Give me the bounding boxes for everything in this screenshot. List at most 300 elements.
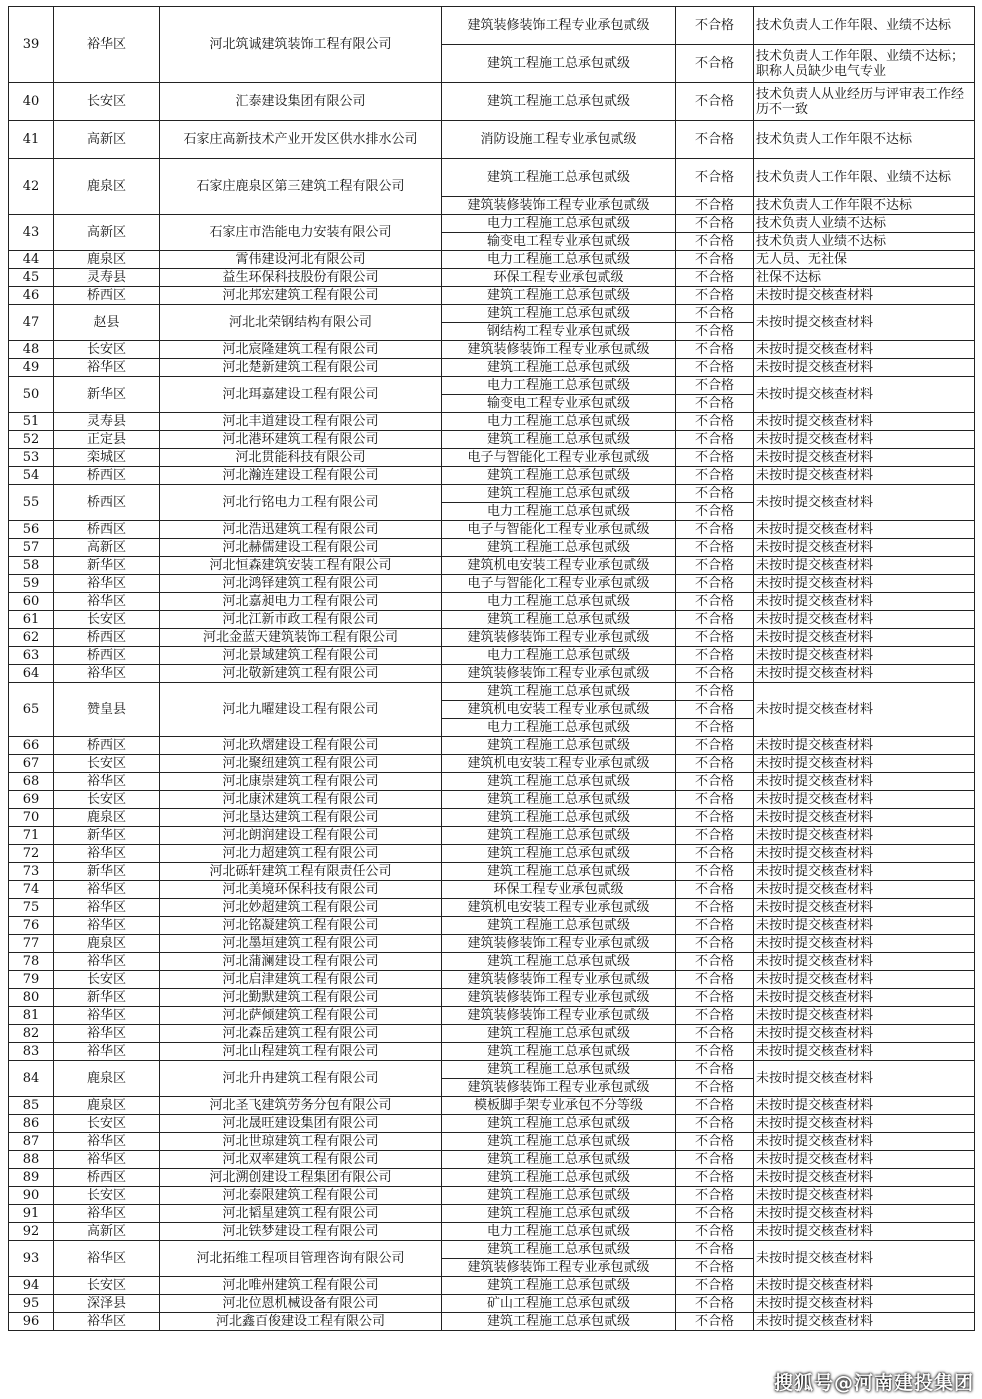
qualification-cell: 矿山工程施工总承包贰级 <box>442 1295 676 1313</box>
table-row <box>9 467 975 485</box>
table-row <box>9 1151 975 1169</box>
district-cell: 高新区 <box>54 1223 160 1241</box>
district-cell: 裕华区 <box>54 359 160 377</box>
table-row <box>9 593 975 611</box>
qualification-cell: 电子与智能化工程专业承包贰级 <box>442 449 676 467</box>
district-cell: 深泽县 <box>54 1295 160 1313</box>
row-number: 96 <box>9 1313 54 1331</box>
qualification-cell: 建筑工程施工总承包贰级 <box>442 1169 676 1187</box>
reason-cell: 未按时提交核查材料 <box>754 1007 975 1025</box>
table-row <box>9 341 975 359</box>
district-cell: 裕华区 <box>54 881 160 899</box>
company-name-cell: 河北萨倾建筑工程有限公司 <box>160 1007 442 1025</box>
reason-cell: 未按时提交核查材料 <box>754 845 975 863</box>
result-cell: 不合格 <box>676 159 754 197</box>
table-row <box>9 1295 975 1313</box>
table-row <box>9 953 975 971</box>
result-cell: 不合格 <box>676 467 754 485</box>
qualification-cell: 建筑工程施工总承包贰级 <box>442 1205 676 1223</box>
table-row <box>9 539 975 557</box>
reason-cell: 未按时提交核查材料 <box>754 1025 975 1043</box>
row-number: 61 <box>9 611 54 629</box>
row-number: 82 <box>9 1025 54 1043</box>
company-name-cell: 河北勤默建筑工程有限公司 <box>160 989 442 1007</box>
reason-cell: 未按时提交核查材料 <box>754 359 975 377</box>
table-row <box>9 1277 975 1295</box>
qualification-cell: 钢结构工程专业承包贰级 <box>442 323 676 341</box>
reason-cell: 未按时提交核查材料 <box>754 989 975 1007</box>
district-cell: 裕华区 <box>54 1043 160 1061</box>
row-number: 55 <box>9 485 54 521</box>
district-cell: 裕华区 <box>54 1241 160 1277</box>
table-row <box>9 269 975 287</box>
qualification-cell: 建筑工程施工总承包贰级 <box>442 827 676 845</box>
result-cell: 不合格 <box>676 1115 754 1133</box>
company-name-cell: 河北筑诚建筑装饰工程有限公司 <box>160 7 442 83</box>
district-cell: 桥西区 <box>54 629 160 647</box>
row-number: 43 <box>9 215 54 251</box>
row-number: 64 <box>9 665 54 683</box>
result-cell: 不合格 <box>676 1151 754 1169</box>
reason-cell: 未按时提交核查材料 <box>754 305 975 341</box>
reason-cell: 未按时提交核查材料 <box>754 1313 975 1331</box>
company-name-cell: 河北美境环保科技有限公司 <box>160 881 442 899</box>
qualification-cell: 建筑工程施工总承包贰级 <box>442 737 676 755</box>
result-cell: 不合格 <box>676 323 754 341</box>
result-cell: 不合格 <box>676 359 754 377</box>
row-number: 45 <box>9 269 54 287</box>
district-cell: 裕华区 <box>54 845 160 863</box>
qualification-cell: 建筑机电安装工程专业承包贰级 <box>442 701 676 719</box>
result-cell: 不合格 <box>676 305 754 323</box>
result-cell: 不合格 <box>676 683 754 701</box>
table-row <box>9 611 975 629</box>
result-cell: 不合格 <box>676 737 754 755</box>
table-row <box>9 575 975 593</box>
district-cell: 桥西区 <box>54 467 160 485</box>
qualification-cell: 建筑机电安装工程专业承包贰级 <box>442 899 676 917</box>
table-row <box>9 305 975 323</box>
row-number: 84 <box>9 1061 54 1097</box>
qualification-cell: 建筑工程施工总承包贰级 <box>442 83 676 121</box>
reason-cell: 未按时提交核查材料 <box>754 755 975 773</box>
district-cell: 高新区 <box>54 215 160 251</box>
reason-cell: 未按时提交核查材料 <box>754 1241 975 1277</box>
result-cell: 不合格 <box>676 1313 754 1331</box>
result-cell: 不合格 <box>676 719 754 737</box>
reason-cell: 未按时提交核查材料 <box>754 593 975 611</box>
qualification-cell: 建筑工程施工总承包贰级 <box>442 45 676 83</box>
qualification-cell: 建筑装修装饰工程专业承包贰级 <box>442 1079 676 1097</box>
reason-cell: 未按时提交核查材料 <box>754 377 975 413</box>
district-cell: 长安区 <box>54 1115 160 1133</box>
district-cell: 新华区 <box>54 557 160 575</box>
qualification-cell: 电力工程施工总承包贰级 <box>442 1223 676 1241</box>
result-cell: 不合格 <box>676 1277 754 1295</box>
qualification-cell: 建筑工程施工总承包贰级 <box>442 917 676 935</box>
row-number: 49 <box>9 359 54 377</box>
company-name-cell: 河北世琼建筑工程有限公司 <box>160 1133 442 1151</box>
result-cell: 不合格 <box>676 449 754 467</box>
company-name-cell: 河北朗润建设工程有限公司 <box>160 827 442 845</box>
district-cell: 裕华区 <box>54 917 160 935</box>
row-number: 56 <box>9 521 54 539</box>
result-cell: 不合格 <box>676 935 754 953</box>
company-name-cell: 河北丰道建设工程有限公司 <box>160 413 442 431</box>
result-cell: 不合格 <box>676 1187 754 1205</box>
reason-cell: 未按时提交核查材料 <box>754 341 975 359</box>
reason-cell: 未按时提交核查材料 <box>754 575 975 593</box>
district-cell: 裕华区 <box>54 7 160 83</box>
company-name-cell: 河北楚新建筑工程有限公司 <box>160 359 442 377</box>
company-name-cell: 河北溯创建设工程集团有限公司 <box>160 1169 442 1187</box>
table-row <box>9 863 975 881</box>
table-row <box>9 827 975 845</box>
qualification-cell: 建筑工程施工总承包贰级 <box>442 1115 676 1133</box>
reason-cell: 未按时提交核查材料 <box>754 1223 975 1241</box>
district-cell: 灵寿县 <box>54 269 160 287</box>
qualification-cell: 环保工程专业承包贰级 <box>442 881 676 899</box>
qualification-cell: 电力工程施工总承包贰级 <box>442 719 676 737</box>
row-number: 87 <box>9 1133 54 1151</box>
table-body <box>9 7 975 1331</box>
company-name-cell: 河北江新市政工程有限公司 <box>160 611 442 629</box>
result-cell: 不合格 <box>676 1223 754 1241</box>
result-cell: 不合格 <box>676 1079 754 1097</box>
reason-cell: 未按时提交核查材料 <box>754 557 975 575</box>
table-row <box>9 121 975 159</box>
company-name-cell: 河北圣飞建筑劳务分包有限公司 <box>160 1097 442 1115</box>
result-cell: 不合格 <box>676 485 754 503</box>
result-cell: 不合格 <box>676 1133 754 1151</box>
table-row <box>9 159 975 197</box>
table-row <box>9 431 975 449</box>
table-row <box>9 557 975 575</box>
district-cell: 赵县 <box>54 305 160 341</box>
result-cell: 不合格 <box>676 791 754 809</box>
result-cell: 不合格 <box>676 7 754 45</box>
table-row <box>9 1169 975 1187</box>
district-cell: 桥西区 <box>54 737 160 755</box>
result-cell: 不合格 <box>676 269 754 287</box>
company-name-cell: 河北景域建筑工程有限公司 <box>160 647 442 665</box>
result-cell: 不合格 <box>676 197 754 215</box>
district-cell: 长安区 <box>54 755 160 773</box>
district-cell: 裕华区 <box>54 1025 160 1043</box>
qualification-cell: 建筑工程施工总承包贰级 <box>442 1187 676 1205</box>
qualification-cell: 建筑装修装饰工程专业承包贰级 <box>442 989 676 1007</box>
district-cell: 裕华区 <box>54 575 160 593</box>
table-row <box>9 377 975 395</box>
qualification-cell: 建筑工程施工总承包贰级 <box>442 485 676 503</box>
company-name-cell: 河北森岳建筑工程有限公司 <box>160 1025 442 1043</box>
qualification-cell: 电子与智能化工程专业承包贰级 <box>442 575 676 593</box>
company-name-cell: 河北贯能科技有限公司 <box>160 449 442 467</box>
result-cell: 不合格 <box>676 413 754 431</box>
result-cell: 不合格 <box>676 971 754 989</box>
reason-cell: 社保不达标 <box>754 269 975 287</box>
district-cell: 裕华区 <box>54 773 160 791</box>
result-cell: 不合格 <box>676 953 754 971</box>
reason-cell: 技术负责人工作年限不达标 <box>754 197 975 215</box>
qualification-cell: 建筑工程施工总承包贰级 <box>442 953 676 971</box>
qualification-cell: 建筑工程施工总承包贰级 <box>442 1061 676 1079</box>
row-number: 91 <box>9 1205 54 1223</box>
row-number: 53 <box>9 449 54 467</box>
reason-cell: 技术负责人工作年限、业绩不达标 <box>754 7 975 45</box>
reason-cell: 未按时提交核查材料 <box>754 629 975 647</box>
row-number: 75 <box>9 899 54 917</box>
result-cell: 不合格 <box>676 121 754 159</box>
table-row <box>9 1223 975 1241</box>
reason-cell: 未按时提交核查材料 <box>754 539 975 557</box>
table-row <box>9 287 975 305</box>
qualification-cell: 建筑工程施工总承包贰级 <box>442 1277 676 1295</box>
row-number: 40 <box>9 83 54 121</box>
reason-cell: 未按时提交核查材料 <box>754 413 975 431</box>
result-cell: 不合格 <box>676 287 754 305</box>
company-name-cell: 河北砾轩建筑工程有限责任公司 <box>160 863 442 881</box>
qualification-cell: 建筑工程施工总承包贰级 <box>442 467 676 485</box>
reason-cell: 技术负责人从业经历与评审表工作经历不一致 <box>754 83 975 121</box>
company-name-cell: 河北蒲澜建设工程有限公司 <box>160 953 442 971</box>
reason-cell: 未按时提交核查材料 <box>754 1295 975 1313</box>
company-name-cell: 河北玖熠建设工程有限公司 <box>160 737 442 755</box>
row-number: 80 <box>9 989 54 1007</box>
row-number: 78 <box>9 953 54 971</box>
qualification-cell: 建筑装修装饰工程专业承包贰级 <box>442 1259 676 1277</box>
company-name-cell: 河北恒森建筑安装工程有限公司 <box>160 557 442 575</box>
result-cell: 不合格 <box>676 1061 754 1079</box>
reason-cell: 未按时提交核查材料 <box>754 737 975 755</box>
qualification-cell: 模板脚手架专业承包不分等级 <box>442 1097 676 1115</box>
company-name-cell: 河北九曜建设工程有限公司 <box>160 683 442 737</box>
result-cell: 不合格 <box>676 881 754 899</box>
table-row <box>9 1205 975 1223</box>
company-name-cell: 河北拓维工程项目管理咨询有限公司 <box>160 1241 442 1277</box>
company-name-cell: 河北赫儒建设工程有限公司 <box>160 539 442 557</box>
qualification-cell: 电力工程施工总承包贰级 <box>442 215 676 233</box>
qualification-cell: 建筑工程施工总承包贰级 <box>442 863 676 881</box>
table-row <box>9 989 975 1007</box>
result-cell: 不合格 <box>676 503 754 521</box>
reason-cell: 未按时提交核查材料 <box>754 1043 975 1061</box>
qualification-cell: 建筑工程施工总承包贰级 <box>442 1241 676 1259</box>
table-row <box>9 1115 975 1133</box>
company-name-cell: 石家庄高新技术产业开发区供水排水公司 <box>160 121 442 159</box>
district-cell: 长安区 <box>54 791 160 809</box>
row-number: 59 <box>9 575 54 593</box>
result-cell: 不合格 <box>676 1205 754 1223</box>
district-cell: 鹿泉区 <box>54 1097 160 1115</box>
district-cell: 长安区 <box>54 1277 160 1295</box>
row-number: 50 <box>9 377 54 413</box>
district-cell: 正定县 <box>54 431 160 449</box>
table-row <box>9 1133 975 1151</box>
result-cell: 不合格 <box>676 45 754 83</box>
result-cell: 不合格 <box>676 989 754 1007</box>
company-name-cell: 河北唯州建筑工程有限公司 <box>160 1277 442 1295</box>
result-cell: 不合格 <box>676 1097 754 1115</box>
reason-cell: 未按时提交核查材料 <box>754 791 975 809</box>
reason-cell: 未按时提交核查材料 <box>754 935 975 953</box>
row-number: 73 <box>9 863 54 881</box>
qualification-cell: 电力工程施工总承包贰级 <box>442 377 676 395</box>
company-name-cell: 河北浩迅建筑工程有限公司 <box>160 521 442 539</box>
result-cell: 不合格 <box>676 341 754 359</box>
company-name-cell: 河北晟旺建设集团有限公司 <box>160 1115 442 1133</box>
reason-cell: 未按时提交核查材料 <box>754 431 975 449</box>
reason-cell: 技术负责人工作年限、业绩不达标；职称人员缺少电气专业 <box>754 45 975 83</box>
company-name-cell: 河北邦宏建筑工程有限公司 <box>160 287 442 305</box>
result-cell: 不合格 <box>676 593 754 611</box>
reason-cell: 未按时提交核查材料 <box>754 611 975 629</box>
table-row <box>9 251 975 269</box>
table-row <box>9 737 975 755</box>
company-name-cell: 石家庄市浩能电力安装有限公司 <box>160 215 442 251</box>
qualification-cell: 建筑工程施工总承包贰级 <box>442 305 676 323</box>
reason-cell: 未按时提交核查材料 <box>754 521 975 539</box>
result-cell: 不合格 <box>676 701 754 719</box>
table-row <box>9 1025 975 1043</box>
district-cell: 桥西区 <box>54 485 160 521</box>
table-row <box>9 215 975 233</box>
qualification-cell: 电力工程施工总承包贰级 <box>442 413 676 431</box>
district-cell: 鹿泉区 <box>54 809 160 827</box>
reason-cell: 未按时提交核查材料 <box>754 1061 975 1097</box>
result-cell: 不合格 <box>676 395 754 413</box>
district-cell: 裕华区 <box>54 1151 160 1169</box>
row-number: 60 <box>9 593 54 611</box>
company-name-cell: 河北瀚连建设工程有限公司 <box>160 467 442 485</box>
table-row <box>9 413 975 431</box>
district-cell: 新华区 <box>54 827 160 845</box>
row-number: 85 <box>9 1097 54 1115</box>
qualification-cell: 建筑工程施工总承包贰级 <box>442 809 676 827</box>
qualification-cell: 建筑工程施工总承包贰级 <box>442 287 676 305</box>
qualification-cell: 建筑装修装饰工程专业承包贰级 <box>442 1007 676 1025</box>
reason-cell: 无人员、无社保 <box>754 251 975 269</box>
company-name-cell: 汇泰建设集团有限公司 <box>160 83 442 121</box>
result-cell: 不合格 <box>676 1241 754 1259</box>
company-name-cell: 河北位恩机械设备有限公司 <box>160 1295 442 1313</box>
reason-cell: 未按时提交核查材料 <box>754 647 975 665</box>
result-cell: 不合格 <box>676 899 754 917</box>
qualification-cell: 输变电工程专业承包贰级 <box>442 395 676 413</box>
table-row <box>9 935 975 953</box>
table-row <box>9 449 975 467</box>
district-cell: 鹿泉区 <box>54 251 160 269</box>
reason-cell: 技术负责人业绩不达标 <box>754 215 975 233</box>
reason-cell: 未按时提交核查材料 <box>754 899 975 917</box>
result-cell: 不合格 <box>676 431 754 449</box>
company-name-cell: 河北鸿铎建筑工程有限公司 <box>160 575 442 593</box>
company-name-cell: 河北北荣钢结构有限公司 <box>160 305 442 341</box>
reason-cell: 未按时提交核查材料 <box>754 953 975 971</box>
company-name-cell: 河北铁梦建设工程有限公司 <box>160 1223 442 1241</box>
row-number: 66 <box>9 737 54 755</box>
table-row <box>9 7 975 45</box>
table-row <box>9 791 975 809</box>
qualification-cell: 建筑装修装饰工程专业承包贰级 <box>442 341 676 359</box>
reason-cell: 未按时提交核查材料 <box>754 1115 975 1133</box>
qualification-check-table <box>8 6 975 1331</box>
company-name-cell: 河北行铭电力工程有限公司 <box>160 485 442 521</box>
district-cell: 长安区 <box>54 1187 160 1205</box>
row-number: 41 <box>9 121 54 159</box>
table-row <box>9 1043 975 1061</box>
qualification-cell: 建筑工程施工总承包贰级 <box>442 431 676 449</box>
row-number: 57 <box>9 539 54 557</box>
table-row <box>9 881 975 899</box>
result-cell: 不合格 <box>676 1025 754 1043</box>
result-cell: 不合格 <box>676 1169 754 1187</box>
reason-cell: 未按时提交核查材料 <box>754 863 975 881</box>
reason-cell: 技术负责人工作年限不达标 <box>754 121 975 159</box>
company-name-cell: 河北妙超建筑工程有限公司 <box>160 899 442 917</box>
row-number: 48 <box>9 341 54 359</box>
reason-cell: 未按时提交核查材料 <box>754 1097 975 1115</box>
district-cell: 裕华区 <box>54 1133 160 1151</box>
row-number: 76 <box>9 917 54 935</box>
qualification-cell: 建筑机电安装工程专业承包贰级 <box>442 755 676 773</box>
qualification-cell: 建筑工程施工总承包贰级 <box>442 1151 676 1169</box>
district-cell: 裕华区 <box>54 1205 160 1223</box>
qualification-cell: 建筑工程施工总承包贰级 <box>442 1025 676 1043</box>
reason-cell: 未按时提交核查材料 <box>754 1187 975 1205</box>
table-row <box>9 83 975 121</box>
reason-cell: 未按时提交核查材料 <box>754 1151 975 1169</box>
district-cell: 裕华区 <box>54 1313 160 1331</box>
table-row <box>9 1007 975 1025</box>
result-cell: 不合格 <box>676 557 754 575</box>
reason-cell: 未按时提交核查材料 <box>754 1169 975 1187</box>
result-cell: 不合格 <box>676 521 754 539</box>
company-name-cell: 河北宸隆建筑工程有限公司 <box>160 341 442 359</box>
district-cell: 鹿泉区 <box>54 159 160 215</box>
table-row <box>9 647 975 665</box>
row-number: 39 <box>9 7 54 83</box>
table-row <box>9 1241 975 1259</box>
row-number: 93 <box>9 1241 54 1277</box>
qualification-cell: 建筑工程施工总承包贰级 <box>442 773 676 791</box>
qualification-cell: 建筑工程施工总承包贰级 <box>442 683 676 701</box>
qualification-cell: 电力工程施工总承包贰级 <box>442 647 676 665</box>
company-name-cell: 河北珥嘉建设工程有限公司 <box>160 377 442 413</box>
company-name-cell: 河北垦达建筑工程有限公司 <box>160 809 442 827</box>
reason-cell: 未按时提交核查材料 <box>754 881 975 899</box>
row-number: 92 <box>9 1223 54 1241</box>
row-number: 67 <box>9 755 54 773</box>
row-number: 63 <box>9 647 54 665</box>
table-row <box>9 683 975 701</box>
row-number: 77 <box>9 935 54 953</box>
result-cell: 不合格 <box>676 377 754 395</box>
table-row <box>9 773 975 791</box>
company-name-cell: 河北韬星建筑工程有限公司 <box>160 1205 442 1223</box>
table-row <box>9 845 975 863</box>
row-number: 89 <box>9 1169 54 1187</box>
table-row <box>9 1313 975 1331</box>
reason-cell: 未按时提交核查材料 <box>754 665 975 683</box>
qualification-cell: 建筑工程施工总承包贰级 <box>442 1313 676 1331</box>
result-cell: 不合格 <box>676 665 754 683</box>
row-number: 42 <box>9 159 54 215</box>
row-number: 86 <box>9 1115 54 1133</box>
row-number: 74 <box>9 881 54 899</box>
row-number: 65 <box>9 683 54 737</box>
row-number: 69 <box>9 791 54 809</box>
